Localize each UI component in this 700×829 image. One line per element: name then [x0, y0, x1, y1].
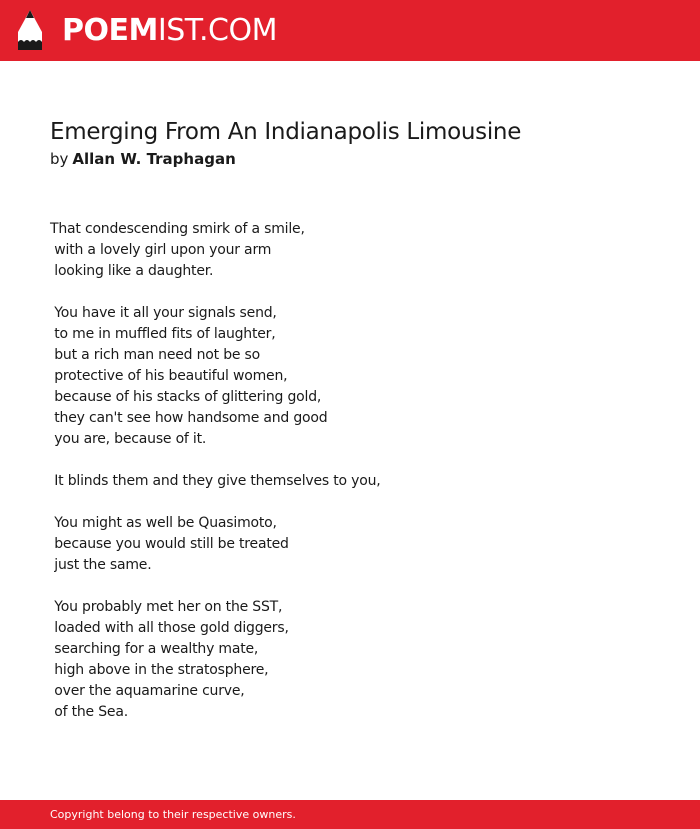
poem-line: you are, because of it. — [50, 431, 207, 447]
poem-line: over the aquamarine curve, — [50, 683, 245, 699]
poem-line: searching for a wealthy mate, — [50, 641, 259, 657]
poem-line: because you would still be treated — [50, 536, 289, 552]
by-label: by — [50, 150, 69, 168]
poem-line: with a lovely girl upon your arm — [50, 242, 272, 258]
poem-line: You probably met her on the SST, — [50, 599, 283, 615]
poem-line: high above in the stratosphere, — [50, 662, 269, 678]
logo-text-light: IST.COM — [157, 13, 277, 48]
poem-line: of the Sea. — [50, 704, 128, 720]
site-logo-link[interactable] — [62, 13, 277, 49]
stanza-break — [50, 492, 381, 513]
pencil-tip-icon[interactable] — [17, 10, 43, 52]
poem-line: looking like a daughter. — [50, 263, 214, 279]
byline — [50, 149, 236, 169]
copyright-text: Copyright belong to their respective owners. — [50, 808, 296, 821]
poem-body — [50, 219, 381, 723]
poem-line: That condescending smirk of a smile, — [50, 221, 305, 237]
stanza-break — [50, 282, 381, 303]
poem-line: loaded with all those gold diggers, — [50, 620, 289, 636]
site-footer — [0, 800, 700, 829]
poem-line: You have it all your signals send, — [50, 305, 277, 321]
site-header — [0, 0, 700, 61]
poem-title: Emerging From An Indianapolis Limousine — [50, 119, 522, 145]
logo-text-bold: POEM — [62, 13, 158, 48]
poem-line: You might as well be Quasimoto, — [50, 515, 277, 531]
poem-line: because of his stacks of glittering gold, — [50, 389, 322, 405]
poem-line: just the same. — [50, 557, 152, 573]
poem-line: they can't see how handsome and good — [50, 410, 328, 426]
poem-line: protective of his beautiful women, — [50, 368, 288, 384]
poem-line: to me in muffled fits of laughter, — [50, 326, 276, 342]
poem-line: but a rich man need not be so — [50, 347, 261, 363]
author-name: Allan W. Traphagan — [72, 150, 236, 168]
stanza-break — [50, 450, 381, 471]
stanza-break — [50, 576, 381, 597]
poem-line: It blinds them and they give themselves to you, — [50, 473, 381, 489]
